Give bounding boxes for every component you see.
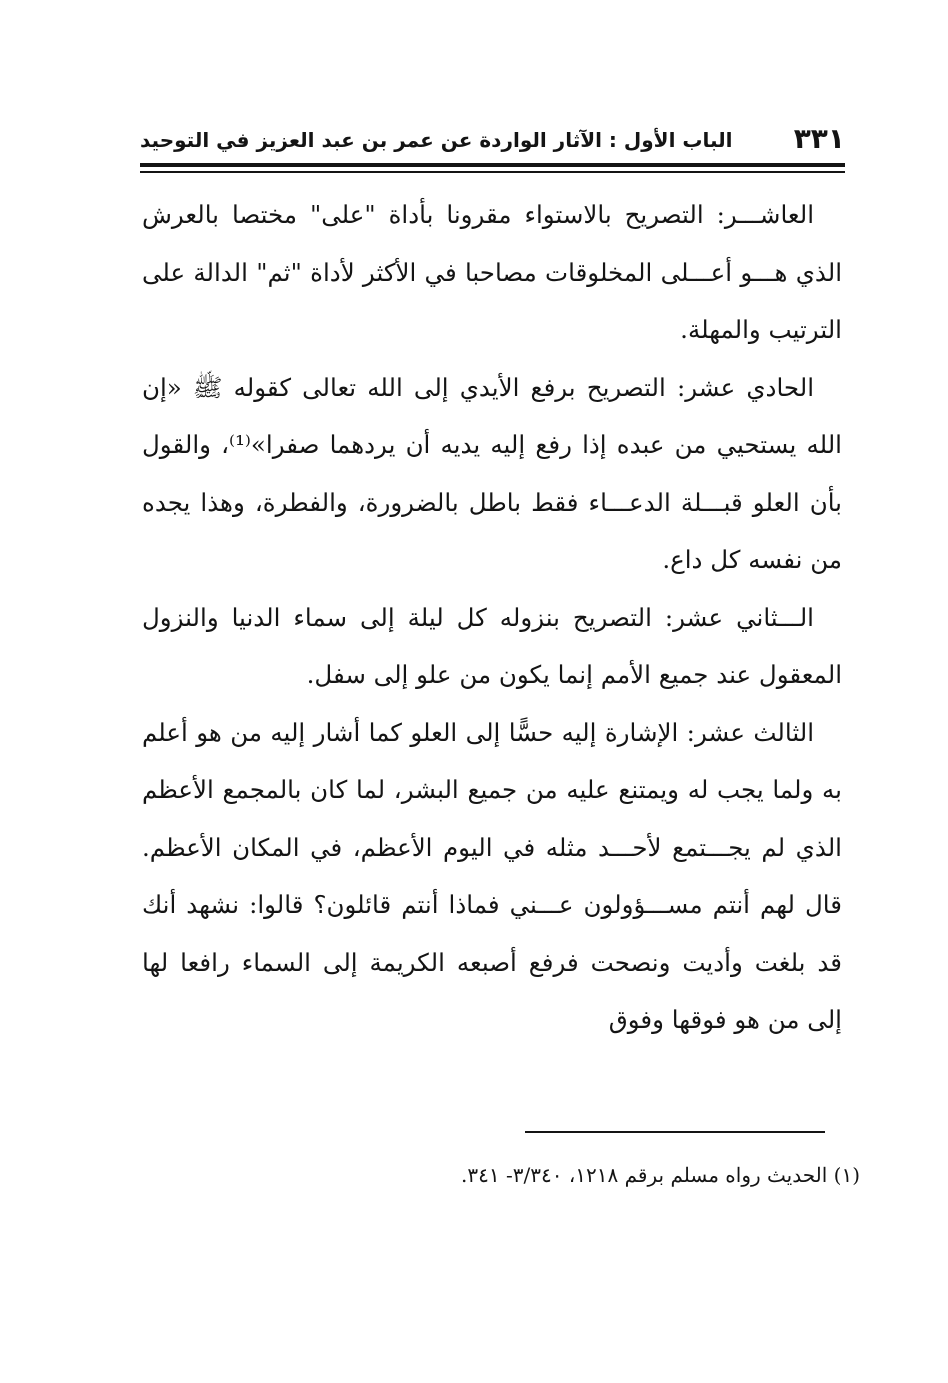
- footnote: (١) الحديث رواه مسلم برقم ١٢١٨، ٣/٣٤٠- ٣٤١.: [461, 1163, 860, 1187]
- page-number: ٣٣١: [793, 122, 845, 155]
- body-text: [142, 186, 842, 1049]
- paragraph-twelfth: الـــثاني عشر: التصريح بنزوله كل ليلة إلى سماء الدنيا والنزول المعقول عند جميع الأمم إنما يكون من علو إلى سفل.: [142, 602, 842, 689]
- header-rule-thin: [140, 171, 845, 173]
- running-title: الباب الأول : الآثار الواردة عن عمر بن عبد العزيز في التوحيد: [140, 128, 733, 152]
- footnote-separator: [525, 1131, 825, 1133]
- paragraph-thirteenth: الثالث عشر: الإشارة إليه حسًّا إلى العلو كما أشار إليه من هو أعلم به ولما يجب له ويمتنع عليه من جميع البشر، لما كان بالمجمع الأعظم الذي لم يجـــتمع لأحـــد مثله في اليوم الأعظم، في المكان الأعظم. قال لهم أنتم مســـؤولون عـــني فماذا أنتم قائلون؟ قالوا: نشهد أنك قد بلغت وأديت ونصحت فرفع أصبعه الكريمة إلى السماء رافعا لها إلى من هو فوقها وفوق: [142, 717, 842, 1034]
- paragraph-tenth: العاشـــر: التصريح بالاستواء مقرونا بأداة "على" مختصا بالعرش الذي هـــو أعـــلى المخلوقات مصاحبا في الأكثر لأداة "ثم" الدالة على الترتيب والمهلة.: [142, 200, 842, 344]
- header-rule-thick: [140, 163, 845, 167]
- paragraph-eleventh: الحادي عشر: التصريح برفع الأيدي إلى الله تعالى كقوله ﷺ «إن الله يستحيي من عبده إذا رفع إليه يديه أن يردهما صفرا»⁽¹⁾، والقول بأن العلو قبـــلة الدعـــاء فقط باطل بالضرورة، والفطرة، وهذا يجده من نفسه كل داع.: [142, 372, 842, 574]
- page-header: [140, 118, 845, 162]
